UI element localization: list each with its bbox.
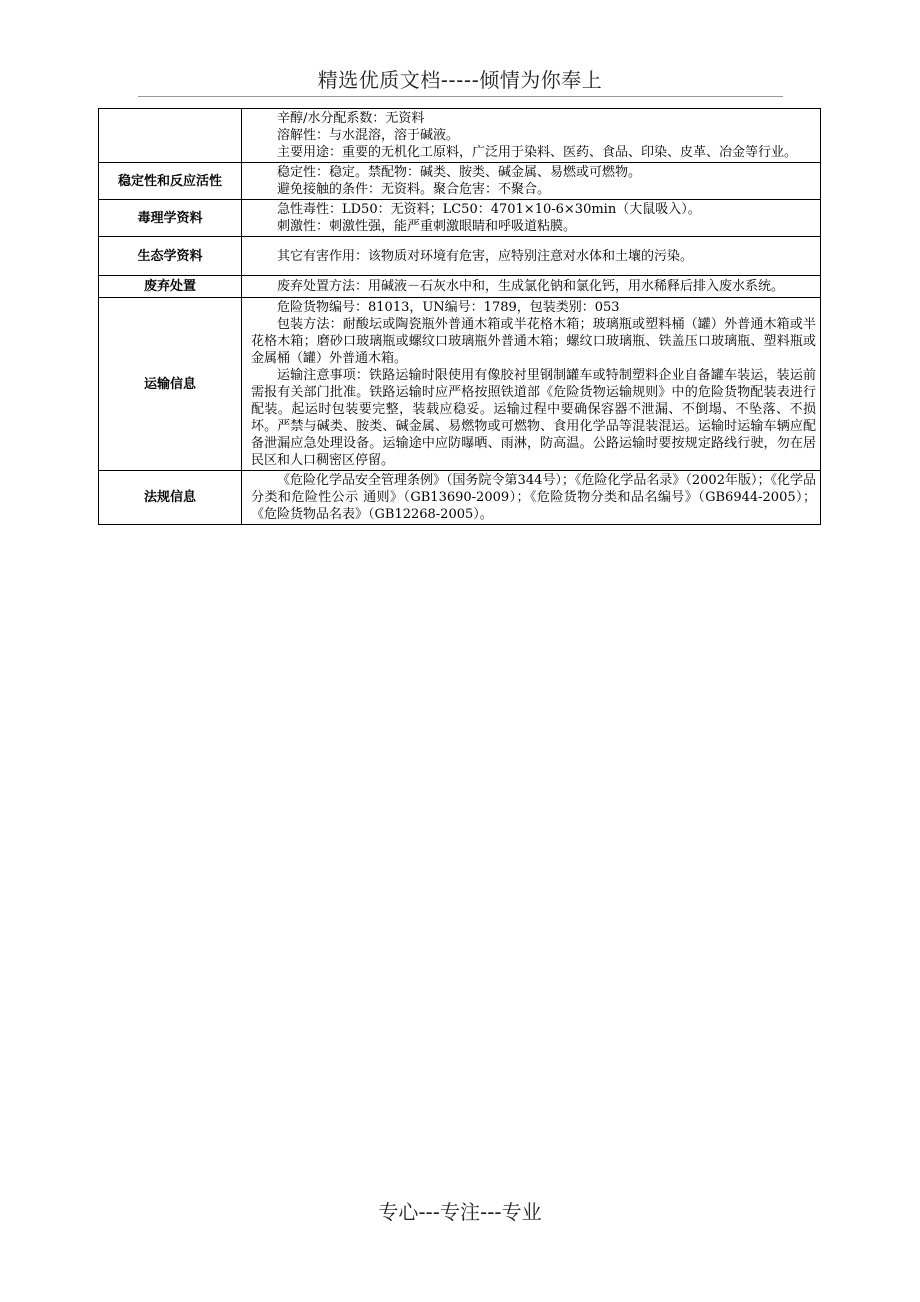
paragraph: 其它有害作用：该物质对环境有危害，应特别注意对水体和土壤的污染。 xyxy=(277,248,694,264)
row-label: 废弃处置 xyxy=(99,276,242,298)
paragraph: 主要用途：重要的无机化工原料，广泛用于染料、医药、食品、印染、皮革、冶金等行业。 xyxy=(277,145,798,160)
paragraph: 《危险化学品安全管理条例》（国务院令第344号）；《危险化学品名录》（2002年版）；《化学品分类和危险性公示 通则》（GB13690-2009）；《危险货物分类和品名编号》（GB6944-2005）；《危险货物品名表》（GB12268-2005）。 xyxy=(251,473,816,522)
paragraph: 包装方法：耐酸坛或陶瓷瓶外普通木箱或半花格木箱；玻璃瓶或塑料桶（罐）外普通木箱或半花格木箱；磨砂口玻璃瓶或螺纹口玻璃瓶外普通木箱；螺纹口玻璃瓶、铁盖压口玻璃瓶、塑料瓶或金属桶（罐）外普通木箱。 xyxy=(251,317,816,366)
row-label xyxy=(99,109,242,163)
paragraph: 废弃处置方法：用碱液－石灰水中和，生成氯化钠和氯化钙，用水稀释后排入废水系统。 xyxy=(277,279,785,294)
paragraph: 辛醇/水分配系数：无资料 xyxy=(277,111,425,126)
row-label: 运输信息 xyxy=(99,298,242,471)
paragraph: 稳定性：稳定。禁配物：碱类、胺类、碱金属、易燃或可燃物。 xyxy=(277,165,642,180)
header-rule xyxy=(138,96,783,97)
table-row xyxy=(99,163,821,200)
table-row xyxy=(99,471,821,525)
row-label: 法规信息 xyxy=(99,471,242,525)
row-content xyxy=(242,471,821,525)
row-label: 毒理学资料 xyxy=(99,200,242,237)
paragraph: 运输注意事项：铁路运输时限使用有像胶衬里钢制罐车或特制塑料企业自备罐车装运，装运前需报有关部门批准。铁路运输时应严格按照铁道部《危险货物运输规则》中的危险货物配装表进行配装。起运时包装要完整，装载应稳妥。运输过程中要确保容器不泄漏、不倒塌、不坠落、不损坏。严禁与碱类、胺类、碱金属、易燃物或可燃物、食用化学品等混装混运。运输时运输车辆应配备泄漏应急处理设备。运输途中应防曝晒、雨淋，防高温。公路运输时要按规定路线行驶，勿在居民区和人口稠密区停留。 xyxy=(251,368,816,468)
row-content xyxy=(242,109,821,163)
paragraph: 溶解性：与水混溶，溶于碱液。 xyxy=(277,128,460,143)
table-row xyxy=(99,200,821,237)
row-content xyxy=(242,200,821,237)
row-label: 稳定性和反应活性 xyxy=(99,163,242,200)
paragraph: 危险货物编号：81013，UN编号：1789，包装类别：053 xyxy=(277,300,620,315)
table-row xyxy=(99,298,821,471)
page-header: 精选优质文档-----倾情为你奉上 xyxy=(317,68,603,92)
table-row xyxy=(99,237,821,276)
row-content xyxy=(242,237,821,276)
msds-table xyxy=(98,108,821,525)
row-content xyxy=(242,298,821,471)
row-content xyxy=(242,276,821,298)
paragraph: 急性毒性：LD50：无资料；LC50：4701×10-6×30min（大鼠吸入）。 xyxy=(277,202,701,217)
page-footer: 专心---专注---专业 xyxy=(378,1200,542,1224)
paragraph: 避免接触的条件：无资料。聚合危害：不聚合。 xyxy=(277,182,551,197)
row-content xyxy=(242,163,821,200)
row-label: 生态学资料 xyxy=(99,237,242,276)
table-row xyxy=(99,109,821,163)
table-row xyxy=(99,276,821,298)
paragraph: 刺激性：刺激性强，能严重刺激眼睛和呼吸道粘膜。 xyxy=(277,219,577,234)
